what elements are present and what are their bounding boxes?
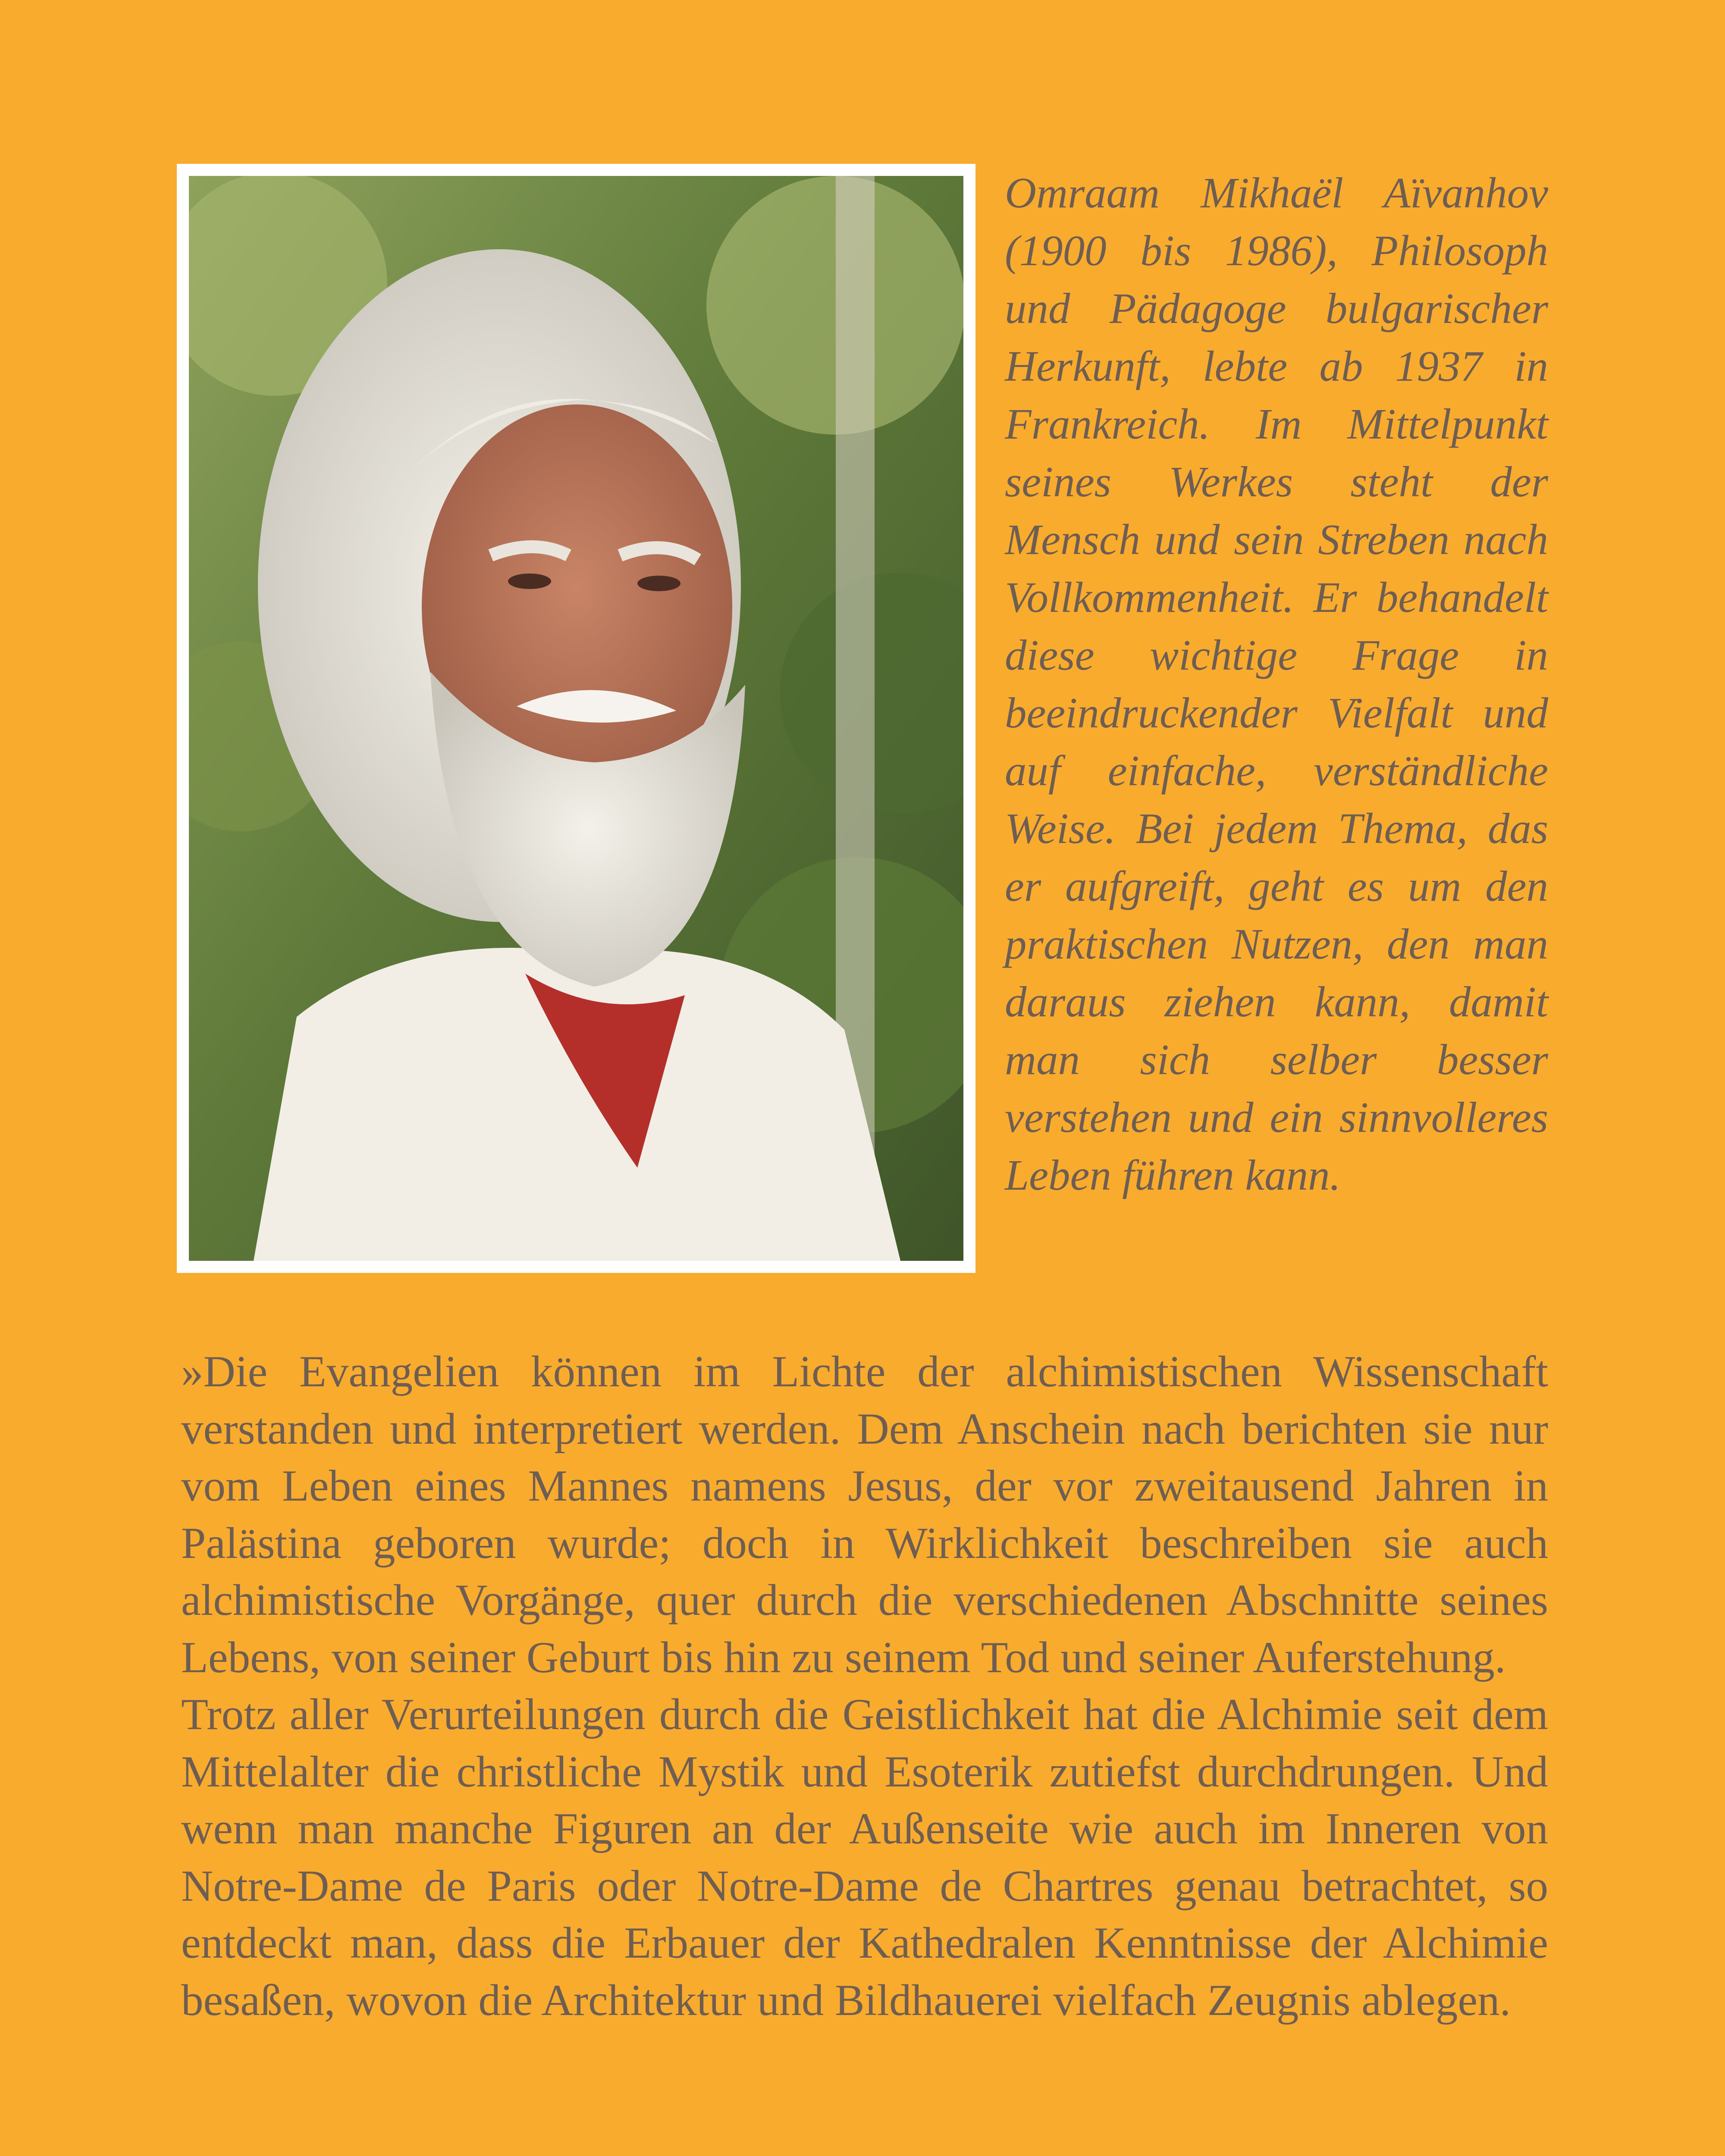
author-photo [177, 164, 975, 1273]
author-portrait-image [189, 176, 963, 1261]
quote-paragraph: Trotz aller Verurteilungen durch die Geistlichkeit hat die Alchimie seit dem Mittelalter die christliche Mystik und Esoterik zutiefst durchdrungen. Und wenn man manche Figuren an der Außenseite wie auch im Inneren von Notre-Dame de Paris oder Notre-Dame de Chartres genau betrachtet, so entdeckt man, dass die Erbauer der Kathedralen Kenntnisse der Alchimie besaßen, wovon die Architektur und Bildhauerei vielfach Zeugnis ablegen. [181, 1690, 1548, 2025]
quote-paragraph: »Die Evangelien können im Lichte der alchimistischen Wissenschaft verstanden und interpretiert werden. Dem Anschein nach berichten sie nur vom Leben eines Mannes namens Jesus, der vor zweitausend Jahren in Palästina geboren wurde; doch in Wirklichkeit beschreiben sie auch alchimistische Vorgänge, quer durch die verschiedenen Abschnitte seines Lebens, von seiner Geburt bis hin zu seinem Tod und seiner Auferstehung. [181, 1347, 1548, 1682]
book-blurb-quote [181, 1343, 1548, 2029]
author-bio: Omraam Mikhaël Aïvanhov (1900 bis 1986), Philosoph und Pädagoge bulgarischer Herkunft, lebte ab 1937 in Frankreich. Im Mittelpunkt seines Werkes steht der Mensch und sein Streben nach Vollkommenheit. Er behandelt diese wichtige Frage in beeindruckender Vielfalt und auf einfache, verständliche Weise. Bei jedem Thema, das er aufgreift, geht es um den praktischen Nutzen, den man daraus ziehen kann, damit man sich selber besser verstehen und ein sinnvolleres Leben führen kann. [1005, 169, 1548, 1199]
